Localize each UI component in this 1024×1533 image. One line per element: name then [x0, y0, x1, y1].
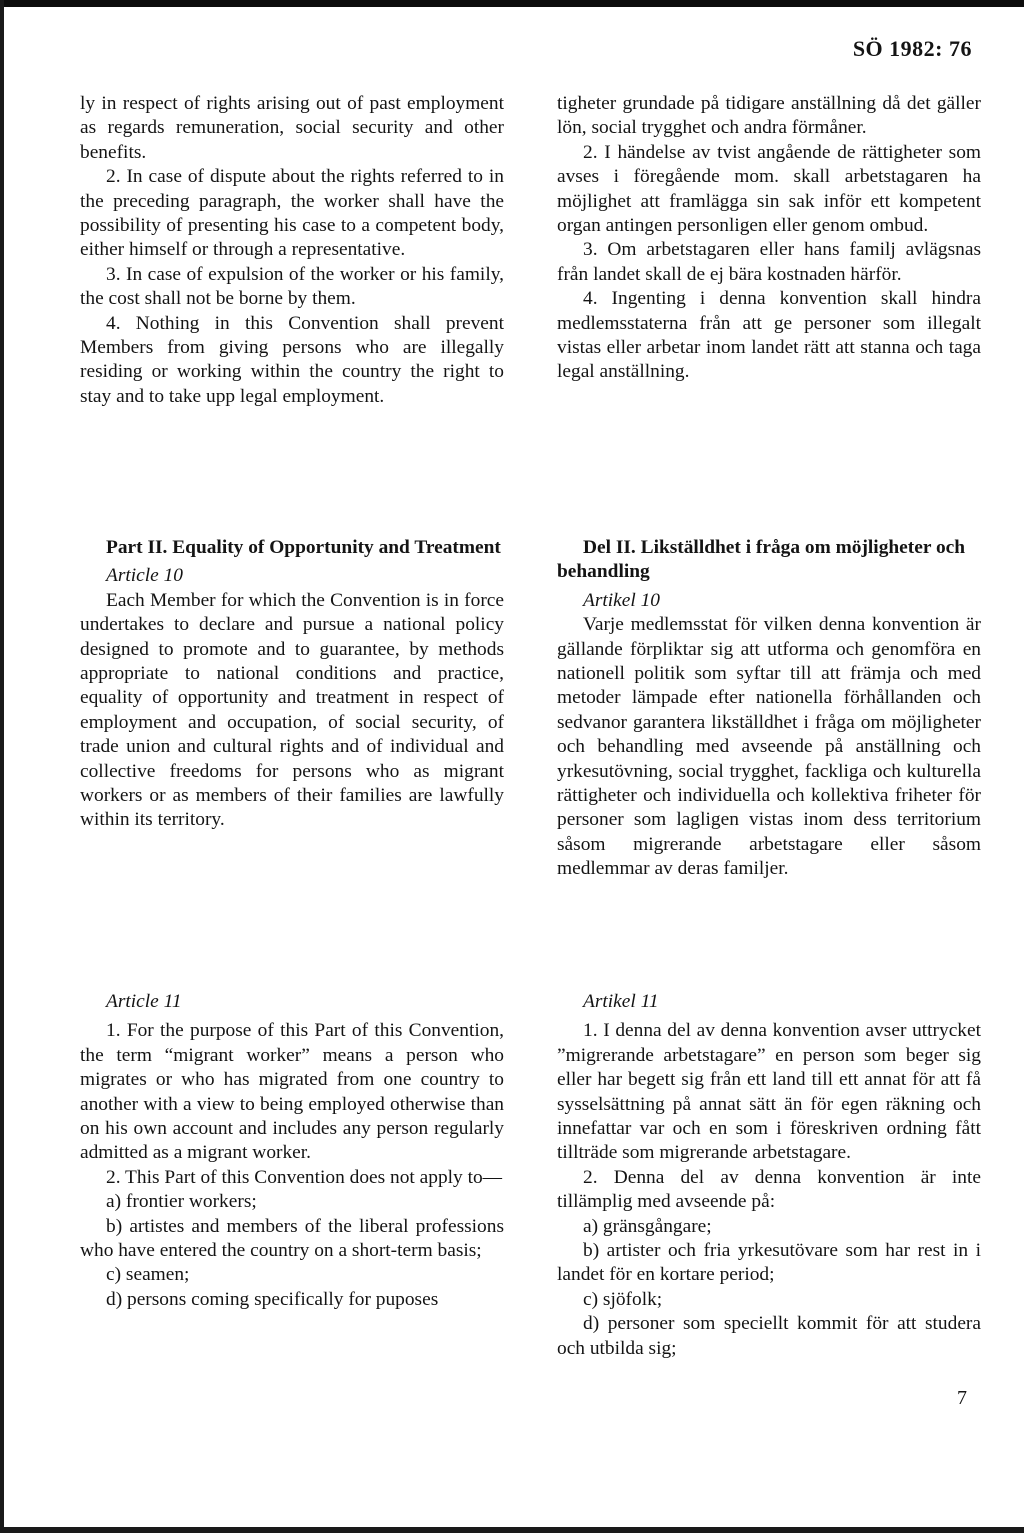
english-list-item-d: d) persons coming specifically for puposes [106, 1288, 439, 1310]
english-list-item-a: a) frontier workers; [106, 1191, 257, 1213]
document-reference: SÖ 1982: 76 [852, 36, 972, 61]
swedish-paragraph-continued: tigheter grundade på tidigare anställning då det gäller lön, social trygghet och andra förmåner. [557, 93, 981, 139]
english-list-item-c: c) seamen; [106, 1264, 190, 1286]
page-number: 7 [957, 1387, 967, 1409]
english-paragraph-4: 4. Nothing in this Convention shall prevent Members from giving persons who are illegally residing or working within the country the right to stay and to take upp legal employment. [80, 312, 504, 407]
english-article-10-title: Article 10 [106, 565, 184, 587]
english-article-11-paragraph-2: 2. This Part of this Convention does not apply to— [106, 1166, 503, 1188]
swedish-list-item-a: a) gränsgångare; [583, 1215, 712, 1237]
english-paragraph-3: 3. In case of expulsion of the worker or his family, the cost shall not be borne by them. [80, 263, 504, 310]
swedish-article-11-paragraph-2: 2. Denna del av denna konvention är inte tillämplig med avseende på: [557, 1166, 981, 1213]
swedish-part-heading: Del II. Likställdhet i fråga om möjligheter och behandling [557, 537, 966, 583]
swedish-article-11-paragraph-1: 1. I denna del av denna konvention avser uttrycket ”migrerande arbetstagare” en person som beger sig eller har begett sig från ett land till ett annat för att få sysselsättning på annat sätt än för egen räkning och innefattar var och en som i föreskriven ordning fått tillträde som migrerande arbetstagare. [557, 1020, 981, 1164]
english-paragraph-continued: ly in respect of rights arising out of past employment as regards remuneration, social security and other benefits. [80, 93, 504, 163]
swedish-top-section [557, 92, 981, 385]
scan-border-top [0, 0, 1024, 7]
english-paragraph-2: 2. In case of dispute about the rights referred to in the preceding paragraph, the worker shall have the possibility of presenting his case to a competent body, either himself or through a representative. [80, 166, 504, 261]
scan-border-bottom [0, 1527, 1024, 1533]
english-part-heading: Part II. Equality of Opportunity and Treatment [106, 537, 501, 558]
swedish-paragraph-2: 2. I händelse av tvist angående de rättigheter som avses i föregående mom. skall arbetstagaren ha möjlighet att framlägga sin sak inför ett kompetent organ antingen personligen eller genom ombud. [557, 141, 981, 237]
swedish-article-11-section [557, 990, 981, 1361]
english-article-11-title: Article 11 [106, 991, 182, 1012]
swedish-article-10-section [557, 536, 981, 882]
swedish-list-item-b: b) artister och fria yrkesutövare som har rest in i landet för en kortare period; [557, 1240, 981, 1286]
english-article-10-text: Each Member for which the Convention is in force undertakes to declare and pursue a national policy designed to promote and to guarantee, by methods appropriate to national conditions and practice, equality of opportunity and treatment in respect of employment and occupation, of social security, of trade union and cultural rights and of individual and collective freedoms for persons who as migrant workers or as members of their families are lawfully within its territory. [80, 589, 504, 831]
english-article-11-paragraph-1: 1. For the purpose of this Part of this Convention, the term “migrant worker” means a person who migrates or who has migrated from one country to another with a view to being employed otherwise than on his own account and includes any person regularly admitted as a migrant worker. [80, 1020, 504, 1164]
swedish-list-item-d: d) personer som speciellt kommit för att studera och utbilda sig; [557, 1313, 981, 1359]
swedish-paragraph-4: 4. Ingenting i denna konvention skall hindra medlemsstaterna från att ge personer som illegalt vistas eller arbetar inom landet rätt att stanna och taga legal anställning. [557, 288, 981, 383]
english-top-section [80, 92, 504, 409]
swedish-article-10-title: Artikel 10 [583, 589, 661, 611]
english-article-10-section [80, 536, 504, 833]
english-list-item-b: b) artistes and members of the liberal professions who have entered the country on a short-term basis; [80, 1215, 504, 1262]
swedish-list-item-c: c) sjöfolk; [583, 1288, 663, 1310]
swedish-paragraph-3: 3. Om arbetstagaren eller hans familj avlägsnas från landet skall de ej bära kostnaden härför. [557, 239, 981, 285]
swedish-article-10-text: Varje medlemsstat för vilken denna konvention är gällande förpliktar sig att utforma och genomföra en nationell politik som syftar till att främja och med metoder lämpade efter nationella förhållanden och sedvanor garantera likställdhet i fråga om möjligheter och behandling med avseende på anställning och yrkesutövning, social trygghet, fackliga och kulturella rättigheter och individuella och kollektiva friheter för personer som lagligen vistas inom dess territorium såsom migrerande arbetstagare eller såsom medlemmar av deras familjer. [557, 614, 981, 880]
english-article-11-section [80, 990, 504, 1312]
swedish-article-11-title: Artikel 11 [583, 991, 659, 1012]
scan-border-left [0, 0, 4, 1533]
